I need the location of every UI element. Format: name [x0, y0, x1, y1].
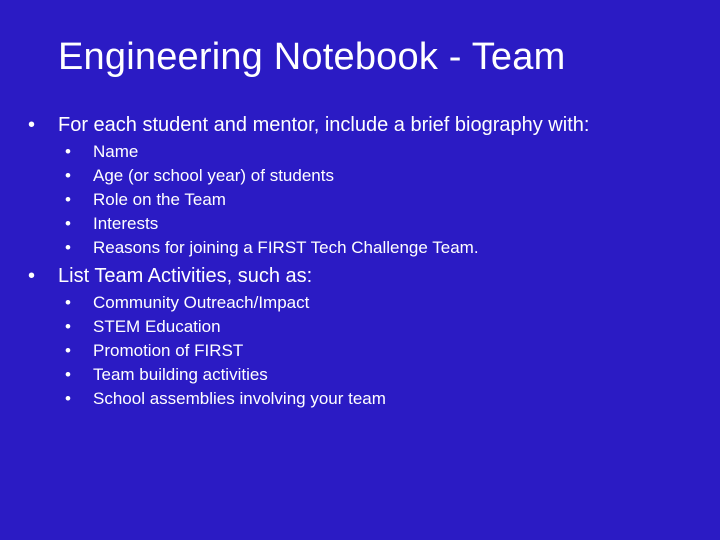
- sub-bullet-text: STEM Education: [93, 317, 221, 336]
- bullet-dot: •: [65, 293, 71, 312]
- sub-bullet-interests: [28, 212, 708, 236]
- sub-bullet-promotion: [28, 339, 708, 363]
- sub-bullet-text: Promotion of FIRST: [93, 341, 244, 360]
- slide-title: Engineering Notebook - Team: [58, 36, 566, 78]
- bullet-biography: [28, 112, 708, 138]
- section-biography: [28, 112, 708, 260]
- sub-bullet-outreach: [28, 291, 708, 315]
- sub-bullet-text: Role on the Team: [93, 190, 226, 209]
- bullet-dot: •: [65, 365, 71, 384]
- sub-bullet-team-building: [28, 363, 708, 387]
- sub-bullet-text: Age (or school year) of students: [93, 166, 334, 185]
- sub-bullet-reasons: [28, 236, 708, 260]
- bullet-dot: •: [65, 166, 71, 185]
- sub-bullet-text: Interests: [93, 214, 159, 233]
- sub-bullet-role: [28, 188, 708, 212]
- bullet-activities-text: List Team Activities, such as:: [58, 265, 313, 287]
- sub-bullet-text: Team building activities: [93, 365, 268, 384]
- bullet-dot: •: [65, 214, 71, 233]
- sub-bullet-text: School assemblies involving your team: [93, 389, 386, 408]
- bullet-dot: •: [65, 238, 71, 257]
- bullet-biography-text: For each student and mentor, include a brief biography with:: [58, 114, 590, 136]
- sub-bullet-text: Name: [93, 142, 139, 161]
- bullet-dot: •: [28, 265, 36, 287]
- sub-bullet-text: Reasons for joining a FIRST Tech Challenge Team.: [93, 238, 479, 257]
- slide-content: [28, 112, 708, 411]
- biography-sublist: [28, 140, 708, 260]
- sub-bullet-text: Community Outreach/Impact: [93, 293, 310, 312]
- sub-bullet-stem: [28, 315, 708, 339]
- sub-bullet-name: [28, 140, 708, 164]
- bullet-dot: •: [65, 190, 71, 209]
- activities-sublist: [28, 291, 708, 411]
- bullet-dot: •: [65, 389, 71, 408]
- section-activities: [28, 263, 708, 411]
- bullet-dot: •: [28, 114, 36, 136]
- sub-bullet-assemblies: [28, 387, 708, 411]
- bullet-dot: •: [65, 341, 71, 360]
- sub-bullet-age: [28, 164, 708, 188]
- bullet-dot: •: [65, 142, 71, 161]
- bullet-activities: [28, 263, 708, 289]
- bullet-dot: •: [65, 317, 71, 336]
